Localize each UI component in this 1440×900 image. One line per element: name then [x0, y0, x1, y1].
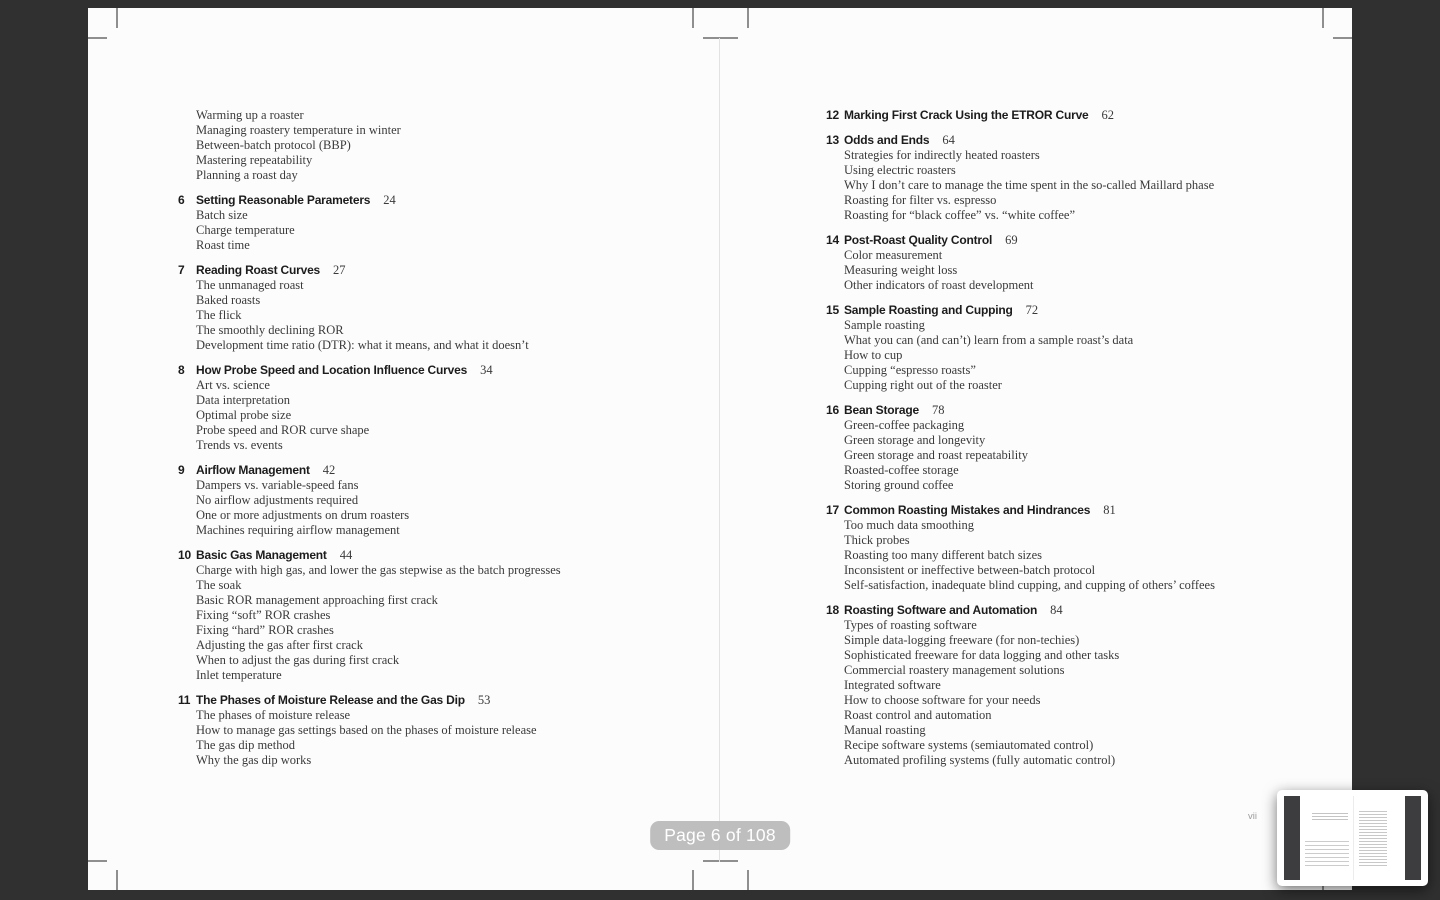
toc-subitem: Charge with high gas, and lower the gas stepwise as the batch progresses	[196, 563, 561, 577]
toc-subitem-list	[178, 208, 778, 253]
toc-chapter-title: How Probe Speed and Location Influence Curves	[196, 363, 468, 377]
toc-chapter-page-number: 34	[480, 363, 493, 377]
toc-chapter-heading	[178, 363, 778, 378]
toc-subitem: Recipe software systems (semiautomated control)	[844, 738, 1094, 752]
toc-chapter	[178, 693, 778, 768]
toc-subitem: Adjusting the gas after first crack	[196, 638, 363, 652]
toc-subitem: Strategies for indirectly heated roasters	[844, 148, 1040, 162]
toc-chapter-number: 8	[178, 363, 185, 377]
toc-subitem: Measuring weight loss	[844, 263, 958, 277]
toc-chapter-heading	[178, 463, 778, 478]
toc-subitem: Thick probes	[844, 533, 910, 547]
toc-chapter	[826, 133, 1406, 223]
toc-chapter-title: Setting Reasonable Parameters	[196, 193, 371, 207]
toc-chapter-title: Odds and Ends	[844, 133, 930, 147]
toc-chapter-heading	[178, 548, 778, 563]
toc-subitem: The smoothly declining ROR	[196, 323, 344, 337]
toc-chapter-title: Marking First Crack Using the ETROR Curve	[844, 108, 1089, 122]
toc-chapter-title: Bean Storage	[844, 403, 919, 417]
toc-chapter-heading	[178, 193, 778, 208]
toc-chapter-title: Reading Roast Curves	[196, 263, 321, 277]
crop-mark	[88, 860, 107, 862]
toc-chapter-number: 15	[826, 303, 839, 317]
toc-chapter-number: 18	[826, 603, 839, 617]
toc-chapter-heading	[826, 233, 1406, 248]
crop-mark	[703, 37, 738, 39]
toc-subitem: How to choose software for your needs	[844, 693, 1041, 707]
toc-subitem: Cupping right out of the roaster	[844, 378, 1002, 392]
toc-subitem: Why I don’t care to manage the time spent in the so-called Maillard phase	[844, 178, 1215, 192]
toc-chapter-page-number: 81	[1103, 503, 1116, 517]
toc-subitem: The soak	[196, 578, 242, 592]
page-indicator: Page 6 of 108	[650, 821, 790, 850]
toc-subitem-list	[178, 563, 778, 683]
toc-chapter-number: 17	[826, 503, 839, 517]
toc-chapter-number: 16	[826, 403, 839, 417]
page-preview-thumbnail[interactable]	[1277, 790, 1428, 886]
toc-chapter-page-number: 27	[333, 263, 346, 277]
toc-chapter-number: 10	[178, 548, 191, 562]
toc-subitem: Warming up a roaster	[196, 108, 304, 122]
toc-chapter-number: 13	[826, 133, 839, 147]
toc-subitem: Mastering repeatability	[196, 153, 313, 167]
toc-chapter-number: 9	[178, 463, 185, 477]
toc-subitem: When to adjust the gas during first crack	[196, 653, 400, 667]
toc-chapter	[178, 108, 778, 183]
toc-chapter-number: 12	[826, 108, 839, 122]
toc-chapter-heading	[826, 133, 1406, 148]
toc-subitem: Art vs. science	[196, 378, 270, 392]
toc-chapter	[178, 263, 778, 353]
toc-chapter-page-number: 72	[1025, 303, 1039, 317]
toc-chapter	[826, 403, 1406, 493]
toc-chapter-number: 11	[178, 693, 191, 707]
toc-chapter-title: Basic Gas Management	[196, 548, 327, 562]
toc-subitem: Roasting for filter vs. espresso	[844, 193, 997, 207]
toc-subitem: Roasted-coffee storage	[844, 463, 959, 477]
toc-subitem: Cupping “espresso roasts”	[844, 363, 976, 377]
crop-mark	[88, 37, 107, 39]
toc-chapter-number: 14	[826, 233, 839, 247]
toc-chapter-title: Roasting Software and Automation	[844, 603, 1038, 617]
toc-subitem: Roasting too many different batch sizes	[844, 548, 1042, 562]
toc-subitem-list	[826, 248, 1406, 293]
crop-mark	[747, 8, 749, 28]
toc-chapter-heading	[826, 503, 1406, 518]
toc-subitem: Batch size	[196, 208, 248, 222]
thumbnail-mini-spread	[1284, 796, 1421, 880]
toc-left-page	[178, 108, 778, 768]
toc-subitem: Machines requiring airflow management	[196, 523, 400, 537]
toc-chapter-heading	[178, 693, 778, 708]
toc-subitem: Sophisticated freeware for data logging and other tasks	[844, 648, 1120, 662]
crop-mark	[1333, 37, 1352, 39]
toc-subitem: Too much data smoothing	[844, 518, 975, 532]
toc-subitem: One or more adjustments on drum roasters	[196, 508, 410, 522]
crop-mark	[692, 8, 694, 28]
toc-chapter-page-number: 42	[322, 463, 336, 477]
thumbnail-pages	[1300, 796, 1405, 880]
toc-chapter	[178, 363, 778, 453]
toc-chapter	[178, 193, 778, 253]
crop-mark	[703, 860, 738, 862]
toc-chapter-title: Sample Roasting and Cupping	[844, 303, 1013, 317]
toc-subitem: Dampers vs. variable-speed fans	[196, 478, 359, 492]
toc-subitem: No airflow adjustments required	[196, 493, 359, 507]
thumbnail-left-bezel	[1284, 796, 1300, 880]
toc-chapter-heading	[826, 303, 1406, 318]
toc-subitem: Fixing “soft” ROR crashes	[196, 608, 331, 622]
toc-subitem: Commercial roastery management solutions	[844, 663, 1065, 677]
toc-chapter-title: The Phases of Moisture Release and the Gas Dip	[196, 693, 465, 707]
crop-mark	[692, 870, 694, 890]
toc-subitem-list	[178, 108, 778, 183]
toc-subitem: Planning a roast day	[196, 168, 298, 182]
thumbnail-right-bezel	[1405, 796, 1421, 880]
toc-chapter-page-number: 84	[1050, 603, 1063, 617]
toc-subitem: Sample roasting	[844, 318, 925, 332]
toc-subitem-list	[826, 418, 1406, 493]
toc-subitem: Inconsistent or ineffective between-batch protocol	[844, 563, 1096, 577]
crop-mark	[1322, 8, 1324, 28]
toc-chapter-page-number: 62	[1101, 108, 1115, 122]
thumbnail-left-page	[1300, 796, 1353, 880]
toc-chapter-number: 7	[178, 263, 185, 277]
toc-subitem: Why the gas dip works	[196, 753, 312, 767]
toc-chapter-heading	[178, 263, 778, 278]
toc-subitem: Manual roasting	[844, 723, 926, 737]
toc-subitem: The phases of moisture release	[196, 708, 351, 722]
book-spread	[88, 8, 1352, 890]
toc-subitem-list	[178, 478, 778, 538]
toc-subitem: Green-coffee packaging	[844, 418, 965, 432]
toc-chapter-title: Airflow Management	[196, 463, 310, 477]
toc-subitem: Storing ground coffee	[844, 478, 954, 492]
toc-subitem-list	[826, 618, 1406, 768]
toc-subitem: Baked roasts	[196, 293, 261, 307]
toc-chapter	[826, 503, 1406, 593]
toc-chapter	[826, 603, 1406, 768]
toc-chapter-title: Post-Roast Quality Control	[844, 233, 993, 247]
toc-subitem: Roast time	[196, 238, 250, 252]
toc-chapter-page-number: 78	[931, 403, 945, 417]
toc-subitem: Development time ratio (DTR): what it means, and what it doesn’t	[196, 338, 529, 352]
toc-subitem: Green storage and roast repeatability	[844, 448, 1028, 462]
toc-chapter-title: Common Roasting Mistakes and Hindrances	[844, 503, 1091, 517]
toc-subitem: Using electric roasters	[844, 163, 956, 177]
toc-chapter-page-number: 24	[383, 193, 396, 207]
toc-chapter-number: 6	[178, 193, 185, 207]
toc-chapter-heading	[826, 108, 1406, 123]
toc-subitem: Types of roasting software	[844, 618, 977, 632]
toc-chapter	[178, 548, 778, 683]
toc-chapter	[826, 303, 1406, 393]
toc-subitem-list	[826, 148, 1406, 223]
toc-chapter-page-number: 53	[477, 693, 491, 707]
toc-subitem-list	[826, 518, 1406, 593]
toc-subitem: Other indicators of roast development	[844, 278, 1034, 292]
toc-chapter-page-number: 64	[942, 133, 955, 147]
toc-subitem: Self-satisfaction, inadequate blind cupping, and cupping of others’ coffees	[844, 578, 1215, 592]
toc-subitem: Green storage and longevity	[844, 433, 986, 447]
toc-subitem: Optimal probe size	[196, 408, 292, 422]
toc-subitem: How to manage gas settings based on the phases of moisture release	[196, 723, 537, 737]
toc-chapter-page-number: 44	[339, 548, 353, 562]
folio-page-number: vii	[1248, 811, 1257, 822]
toc-subitem-list	[826, 318, 1406, 393]
toc-subitem: Integrated software	[844, 678, 941, 692]
toc-subitem: Managing roastery temperature in winter	[196, 123, 401, 137]
toc-subitem: Probe speed and ROR curve shape	[196, 423, 370, 437]
toc-subitem: Data interpretation	[196, 393, 291, 407]
toc-subitem: The unmanaged roast	[196, 278, 304, 292]
crop-mark	[116, 8, 118, 28]
toc-chapter	[826, 108, 1406, 123]
toc-subitem-list	[178, 278, 778, 353]
toc-subitem: The gas dip method	[196, 738, 295, 752]
toc-subitem: Fixing “hard” ROR crashes	[196, 623, 334, 637]
toc-subitem: The flick	[196, 308, 242, 322]
toc-subitem: What you can (and can’t) learn from a sample roast’s data	[844, 333, 1134, 347]
toc-subitem: Roast control and automation	[844, 708, 992, 722]
toc-right-page	[826, 108, 1406, 768]
toc-subitem-list	[178, 378, 778, 453]
toc-subitem: Inlet temperature	[196, 668, 282, 682]
toc-chapter-heading	[826, 603, 1406, 618]
crop-mark	[116, 870, 118, 890]
toc-subitem: Color measurement	[844, 248, 943, 262]
toc-subitem: Charge temperature	[196, 223, 295, 237]
toc-chapter	[826, 233, 1406, 293]
crop-mark	[747, 870, 749, 890]
toc-chapter-page-number: 69	[1005, 233, 1018, 247]
toc-subitem: Basic ROR management approaching first crack	[196, 593, 438, 607]
toc-subitem: Between-batch protocol (BBP)	[196, 138, 351, 152]
toc-subitem: Roasting for “black coffee” vs. “white coffee”	[844, 208, 1076, 222]
toc-chapter	[178, 463, 778, 538]
toc-subitem-list	[178, 708, 778, 768]
thumbnail-right-page	[1353, 796, 1406, 880]
toc-subitem: Trends vs. events	[196, 438, 283, 452]
toc-chapter-heading	[826, 403, 1406, 418]
toc-subitem: Automated profiling systems (fully automatic control)	[844, 753, 1116, 767]
toc-subitem: How to cup	[844, 348, 903, 362]
toc-subitem: Simple data-logging freeware (for non-techies)	[844, 633, 1080, 647]
